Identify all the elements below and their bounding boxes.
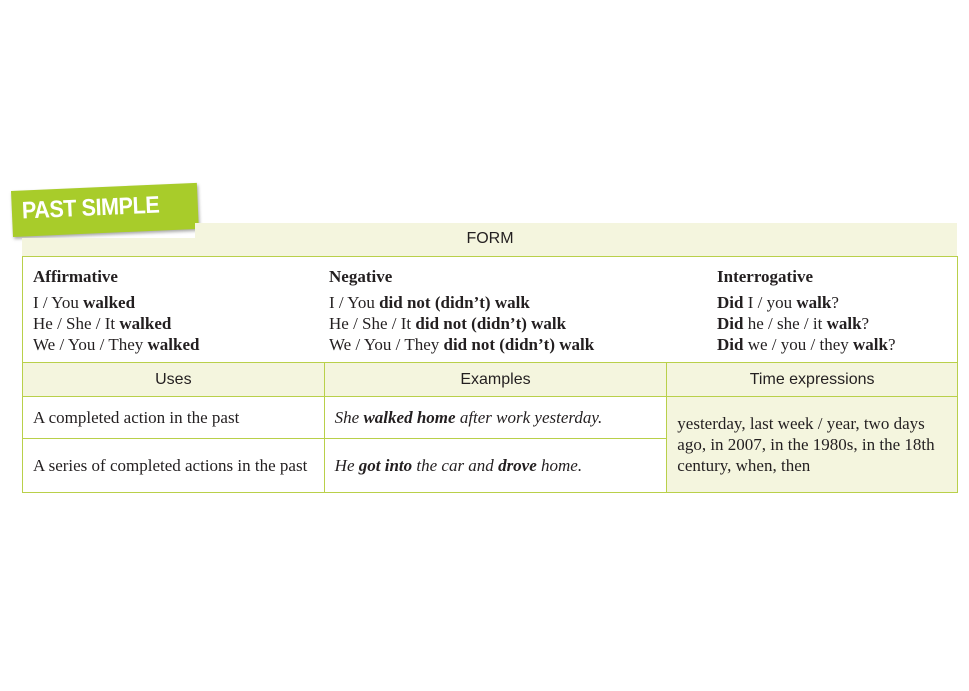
form-box xyxy=(22,256,958,363)
affirmative-row: I / You walked xyxy=(33,293,136,312)
example-cell: She walked home after work yesterday. xyxy=(324,397,667,439)
interrogative-column xyxy=(717,266,896,355)
table-header-row xyxy=(23,363,958,397)
negative-row: We / You / They did not (didn’t) walk xyxy=(329,335,595,354)
negative-heading: Negative xyxy=(329,267,393,286)
table-row xyxy=(23,397,958,439)
affirmative-heading: Affirmative xyxy=(33,267,118,286)
affirmative-row: We / You / They walked xyxy=(33,335,200,354)
uses-table xyxy=(22,362,958,493)
affirmative-column xyxy=(33,266,199,355)
negative-row: I / You did not (didn’t) walk xyxy=(329,293,530,312)
use-cell: A completed action in the past xyxy=(23,397,325,439)
use-cell: A series of completed actions in the past xyxy=(23,439,325,493)
section-badge xyxy=(11,183,199,237)
examples-header: Examples xyxy=(324,363,667,397)
time-expressions-cell: yesterday, last week / year, two days ago, in 2007, in the 1980s, in the 18th century, when, then xyxy=(667,397,958,493)
uses-header: Uses xyxy=(23,363,325,397)
negative-column xyxy=(329,266,594,355)
interrogative-heading: Interrogative xyxy=(717,267,813,286)
interrogative-row: Did we / you / they walk? xyxy=(717,335,896,354)
negative-row: He / She / It did not (didn’t) walk xyxy=(329,314,567,333)
badge-title: PAST SIMPLE xyxy=(21,191,160,225)
affirmative-row: He / She / It walked xyxy=(33,314,172,333)
form-title: FORM xyxy=(466,230,514,247)
example-cell: He got into the car and drove home. xyxy=(324,439,667,493)
interrogative-row: Did he / she / it walk? xyxy=(717,314,870,333)
time-expressions-header: Time expressions xyxy=(667,363,958,397)
interrogative-row: Did I / you walk? xyxy=(717,293,839,312)
